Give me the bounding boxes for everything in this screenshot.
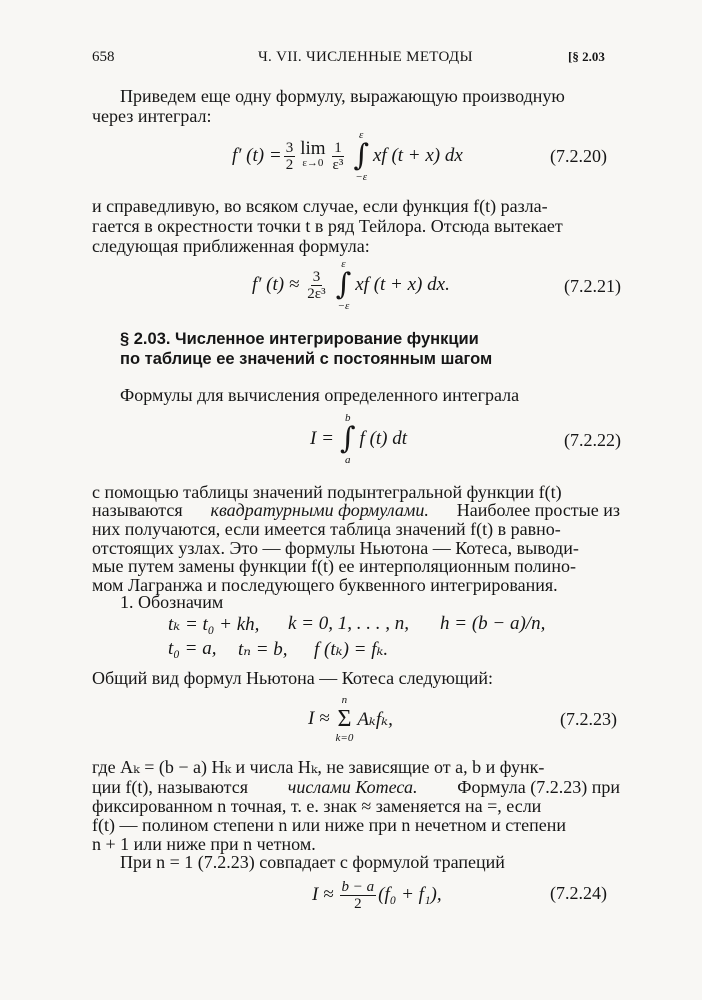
- definition: t₀ = a,: [168, 638, 217, 659]
- paragraph-line: Формулы для вычисления определенного интеграла: [120, 385, 520, 405]
- section-heading: по таблице ее значений с постоянным шагом: [120, 350, 493, 368]
- eq-lhs: I =: [310, 428, 334, 449]
- fraction: $\frac{3}{\text{2ε³}}$: [307, 268, 326, 302]
- paragraph-line: f(t) — полином степени n или ниже при n нечетном и степени: [92, 815, 567, 835]
- term-emphasis: квадратурными формулами.: [210, 500, 429, 520]
- paragraph-line: Общий вид формул Ньютона — Котеса следующий:: [92, 668, 494, 688]
- paragraph-line: Приведем еще одну формулу, выражающую производную: [120, 86, 565, 106]
- paragraph-line: где Aₖ = (b − a) Hₖ и числа Hₖ, не зависящие от a, b и функ-: [92, 757, 545, 777]
- definition: f (tₖ) = fₖ.: [314, 639, 389, 660]
- section-heading: § 2.03. Численное интегрирование функции: [120, 330, 479, 348]
- fraction: $\frac{1}{\text{ε³}}$: [332, 139, 344, 173]
- eq-lhs: I ≈: [312, 884, 334, 905]
- equation-7-2-21: [252, 257, 450, 313]
- fraction: $\frac{3}{2}$: [285, 139, 294, 173]
- term-emphasis: числами Котеса.: [287, 777, 418, 797]
- integrand: f (t) dt: [359, 428, 408, 449]
- list-item-label: 1. Обозначим: [120, 592, 224, 612]
- limit: lim ε→0: [300, 138, 326, 169]
- running-title: Ч. VII. ЧИСЛЕННЫЕ МЕТОДЫ: [258, 49, 473, 65]
- integral-sign: ε ∫ −ε: [353, 129, 369, 183]
- definition: tₖ = t₀ + kh,: [168, 614, 260, 635]
- integrand: xf (t + x) dx: [372, 145, 463, 166]
- section-ref: [§ 2.03: [568, 49, 605, 64]
- integrand: xf (t + x) dx.: [355, 274, 450, 295]
- paragraph-line: n + 1 или ниже при n четном.: [92, 834, 316, 854]
- paragraph-line: и справедливую, во всяком случае, если функция f(t) разла-: [92, 196, 548, 216]
- definition: tₙ = b,: [238, 639, 288, 660]
- eq-lhs: f′ (t) ≈: [252, 274, 300, 295]
- paragraph-line: следующая приближенная формула:: [92, 236, 370, 256]
- equation-7-2-23: [308, 690, 393, 748]
- paragraph-line: мом Лагранжа и последующего буквенного интегрирования.: [92, 575, 558, 595]
- equation-number: (7.2.21): [564, 276, 621, 296]
- paragraph-line: них получаются, если имеется таблица значений f(t) в равно-: [92, 519, 561, 539]
- sum-sign: n Σ k=0: [335, 694, 354, 744]
- paragraph-line: с помощью таблицы значений подынтегральной функции f(t): [92, 482, 562, 502]
- summand: Aₖfₖ,: [357, 708, 393, 730]
- paragraph-line: через интеграл:: [92, 106, 212, 126]
- equation-number: (7.2.20): [550, 146, 607, 166]
- equation-7-2-20: [232, 128, 463, 184]
- paragraph-line: ции f(t), называются числами Котеса. Формула (7.2.23) при: [92, 777, 620, 797]
- integral-sign: ε ∫ −ε: [335, 258, 352, 312]
- paragraph-line: мые путем замены функции f(t) ее интерполяционным полино-: [92, 556, 576, 576]
- equation-number: (7.2.24): [550, 883, 607, 903]
- definition: h = (b − a)/n,: [440, 613, 546, 634]
- page-number: 658: [92, 49, 115, 65]
- equation-number: (7.2.23): [560, 709, 617, 729]
- eq-rhs: (f₀ + f₁),: [378, 884, 442, 905]
- paragraph-line: гается в окрестности точки t в ряд Тейлора. Отсюда вытекает: [92, 216, 563, 236]
- eq-lhs: I ≈: [308, 708, 330, 729]
- equation-number: (7.2.22): [564, 430, 621, 450]
- eq-lhs: f′ (t) =: [232, 145, 282, 166]
- paragraph-line: При n = 1 (7.2.23) совпадает с формулой трапеций: [120, 852, 505, 872]
- definition: k = 0, 1, . . . , n,: [288, 613, 410, 634]
- fraction: $\frac{b - a}{2}$: [341, 878, 375, 912]
- paragraph-line: называются квадратурными формулами. Наиболее простые из: [92, 500, 620, 520]
- equation-7-2-22: [310, 410, 407, 468]
- equation-7-2-24: [312, 872, 442, 918]
- paragraph-line: фиксированном n точная, т. е. знак ≈ заменяется на =, если: [92, 796, 542, 816]
- paragraph-line: отстоящих узлах. Это — формулы Ньютона — Котеса, выводи-: [92, 538, 579, 558]
- integral-sign: b ∫ a: [339, 412, 356, 466]
